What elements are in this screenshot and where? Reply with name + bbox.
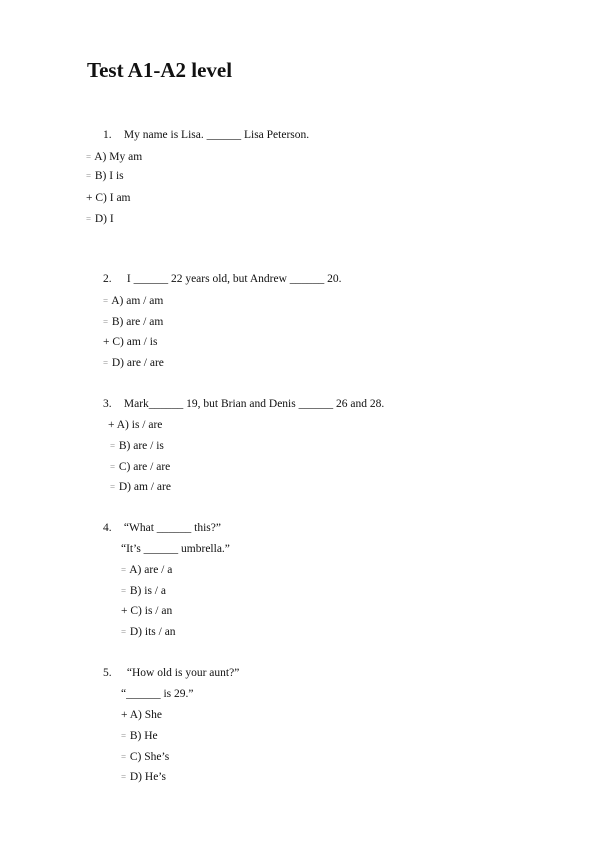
answer-mark: = [86, 152, 91, 162]
option-row [86, 169, 124, 183]
option-row [121, 604, 172, 618]
answer-mark: = [103, 317, 108, 327]
option-text: A) My am [94, 151, 143, 163]
option-text: B) is / a [129, 585, 166, 597]
answer-mark: = [110, 482, 115, 492]
answer-mark: = [110, 441, 115, 451]
option-row [103, 315, 163, 329]
option-text: C) am / is [112, 336, 158, 348]
question-5 [103, 667, 239, 679]
question-number: 4. [103, 522, 112, 534]
option-text: C) is / an [130, 605, 173, 617]
option-text: D) am / are [118, 481, 171, 493]
answer-mark: = [121, 627, 126, 637]
option-row [121, 770, 166, 784]
page-title: Test A1-A2 level [87, 58, 233, 82]
option-row [121, 750, 169, 764]
option-row [121, 729, 158, 743]
option-text: A) She [129, 709, 163, 721]
option-row [103, 294, 163, 308]
option-row [110, 480, 171, 494]
answer-mark: = [110, 462, 115, 472]
question-prompt: My name is Lisa. ______ Lisa Peterson. [123, 129, 310, 141]
answer-mark: + [103, 336, 110, 348]
answer-mark: = [121, 772, 126, 782]
question-2 [103, 273, 342, 285]
option-row [103, 335, 157, 349]
question-4 [103, 522, 221, 534]
option-text: B) are / is [118, 440, 164, 452]
option-row [86, 191, 131, 205]
option-text: D) its / an [129, 626, 176, 638]
question-number: 5. [103, 667, 112, 679]
option-row [110, 460, 170, 474]
question-number: 2. [103, 273, 112, 285]
option-text: A) is / are [116, 419, 163, 431]
answer-mark: = [103, 296, 108, 306]
answer-mark: = [121, 731, 126, 741]
question-prompt: Mark______ 19, but Brian and Denis ______ 26 and 28. [123, 398, 385, 410]
option-text: A) are / a [129, 564, 173, 576]
option-row [110, 439, 164, 453]
answer-mark: + [108, 419, 115, 431]
question-prompt: “What ______ this?” [123, 522, 221, 534]
answer-mark: = [121, 586, 126, 596]
answer-mark: = [86, 171, 91, 181]
option-text: B) I is [94, 170, 124, 182]
option-row [108, 418, 162, 432]
answer-mark: = [103, 358, 108, 368]
option-row [121, 584, 166, 598]
question-4-line-2 [121, 543, 230, 555]
option-text: C) I am [95, 192, 131, 204]
option-text: B) He [129, 730, 158, 742]
answer-mark: + [86, 192, 93, 204]
question-prompt-continued: “It’s ______ umbrella.” [121, 543, 230, 555]
option-text: B) are / am [111, 316, 164, 328]
question-number: 3. [103, 398, 112, 410]
answer-mark: = [121, 752, 126, 762]
question-prompt: I ______ 22 years old, but Andrew ______ 20. [126, 273, 342, 285]
option-row [121, 563, 172, 577]
option-text: C) are / are [118, 461, 171, 473]
question-1 [103, 129, 309, 141]
question-prompt: “How old is your aunt?” [126, 667, 240, 679]
question-prompt-continued: “______ is 29.” [121, 688, 194, 700]
option-text: C) She’s [129, 751, 170, 763]
option-text: D) I [94, 213, 114, 225]
option-row [121, 625, 176, 639]
option-text: A) am / am [111, 295, 164, 307]
question-3 [103, 398, 384, 410]
option-row [86, 150, 142, 164]
question-5-line-2 [121, 688, 194, 700]
answer-mark: + [121, 605, 128, 617]
option-row [86, 212, 114, 226]
question-number: 1. [103, 129, 112, 141]
answer-mark: + [121, 709, 128, 721]
option-text: D) are / are [111, 357, 164, 369]
answer-mark: = [121, 565, 126, 575]
answer-mark: = [86, 214, 91, 224]
option-row [103, 356, 164, 370]
option-text: D) He’s [129, 771, 166, 783]
option-row [121, 708, 162, 722]
